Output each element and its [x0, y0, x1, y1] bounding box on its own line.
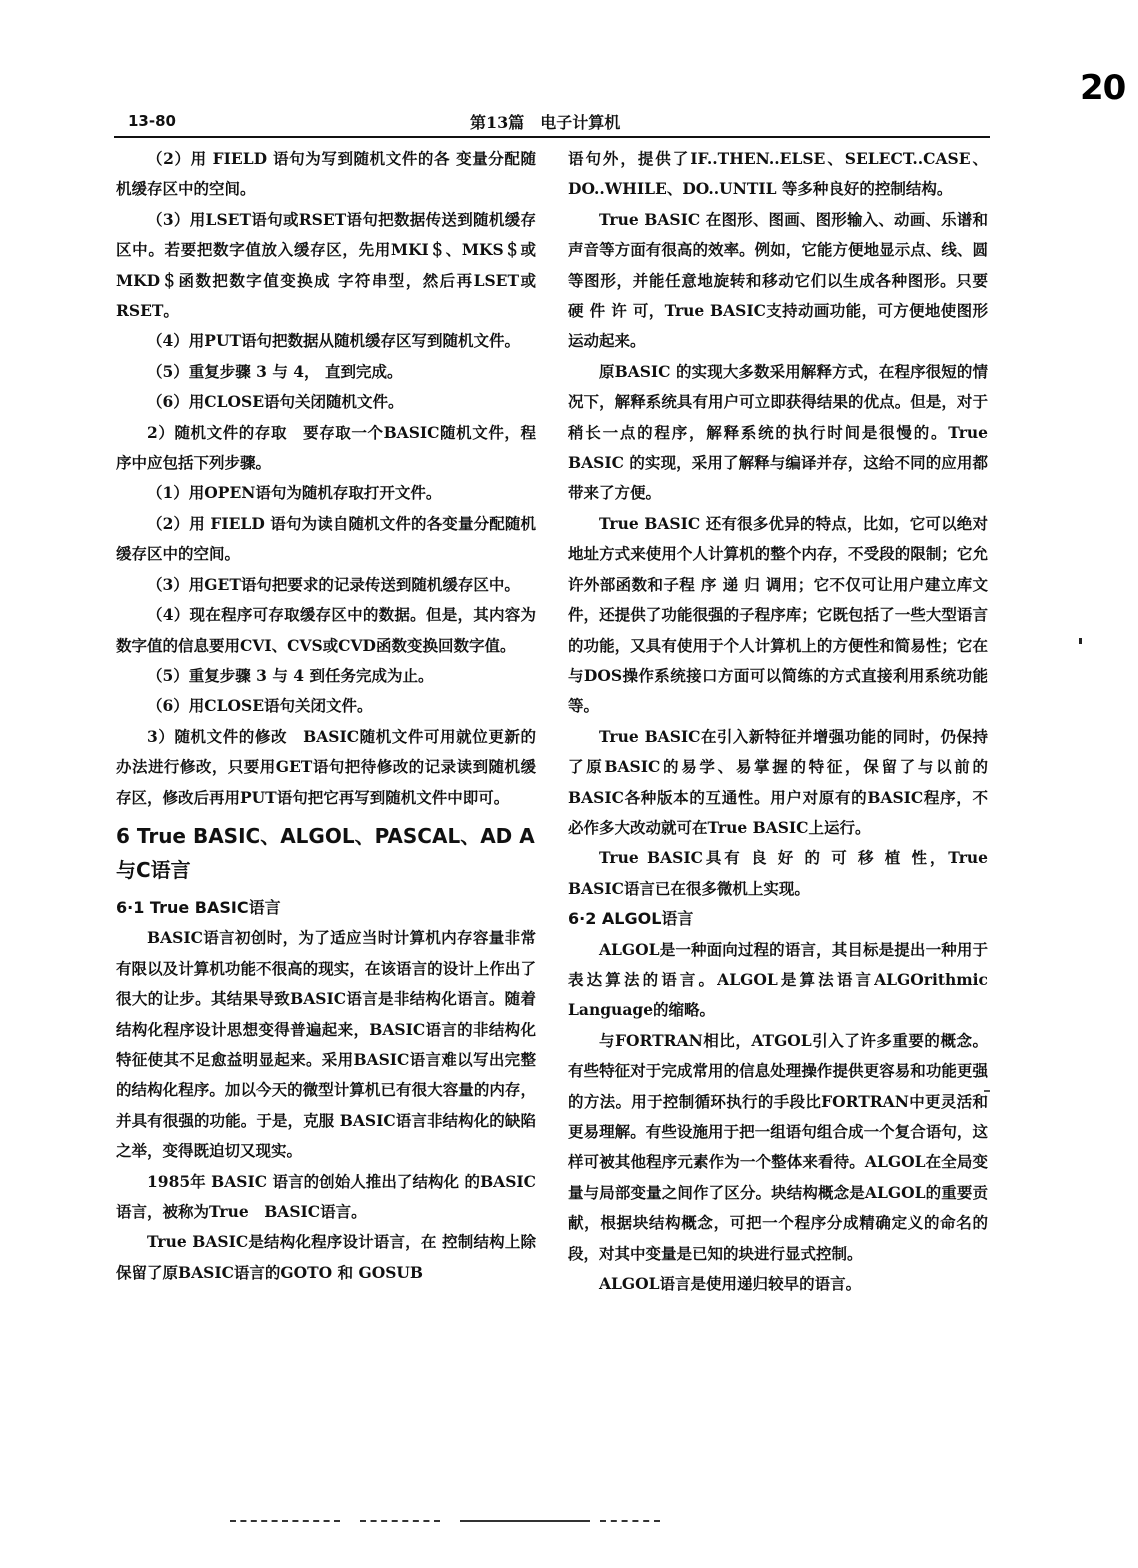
footer-dashes: [360, 1520, 440, 1522]
header-rule: [114, 136, 990, 138]
paragraph: （6）用CLOSE语句关闭随机文件。: [147, 392, 404, 412]
footer-rule-line: [460, 1520, 590, 1522]
left-column: [116, 144, 536, 1288]
footer-dashes: [230, 1520, 340, 1522]
scan-speck: [1079, 638, 1082, 644]
paragraph: True BASIC是结构化程序设计语言，在 控制结构上除保留了原BASIC语言的GOTO 和 GOSUB: [116, 1232, 536, 1282]
paragraph: ALGOL是一种面向过程的语言，其目标是提出一种用于表达算法的语言。ALGOL是算法语言ALGOrithmic Language的缩略。: [568, 939, 988, 1020]
paragraph-continued: 语句外，提供了IF..THEN..ELSE、SELECT..CASE、DO..WHILE、DO..UNTIL 等多种良好的控制结构。: [568, 149, 988, 199]
paragraph: （4）用PUT语句把数据从随机缓存区写到随机文件。: [147, 331, 520, 351]
paragraph: ALGOL语言是使用递归较早的语言。: [599, 1274, 862, 1294]
page-header: [118, 108, 990, 136]
paragraph: （3）用LSET语句或RSET语句把数据传送到随机缓存区中。若要把数字值放入缓存区，先用MKI＄、MKS＄或MKD＄函数把数字值变换成 字符串型，然后再LSET或RSET。: [116, 209, 536, 321]
paragraph: （5）重复步骤 3 与 4 到任务完成为止。: [147, 665, 434, 685]
paragraph: True BASIC具有 良 好 的 可 移 植 性，True BASIC语言已在很多微机上实现。: [568, 848, 988, 898]
paragraph: （6）用CLOSE语句关闭文件。: [147, 696, 373, 716]
paragraph: 2）随机文件的存取 要存取一个BASIC随机文件，程序中应包括下列步骤。: [116, 422, 536, 473]
paragraph: （3）用GET语句把要求的记录传送到随机缓存区中。: [147, 574, 520, 594]
corner-page-number: 20: [1080, 68, 1126, 108]
footer-dashes: [600, 1520, 660, 1522]
paragraph: True BASIC 在图形、图画、图形输入、动画、乐谱和声音等方面有很高的效率。例如，它能方便地显示点、线、圆等图形，并能任意地旋转和移动它们以生成各种图形。只要 硬 件 许 可，True BASIC支持动画功能，可方便地使图形运动起来。: [568, 209, 988, 351]
scan-speck: [984, 1090, 990, 1092]
paragraph: True BASIC在引入新特征并增强功能的同时，仍保持了原BASIC的易学、易掌握的特征，保留了与以前的BASIC各种版本的互通性。用户对原有的BASIC程序，不必作多大改动就可在True BASIC上运行。: [568, 726, 988, 837]
paragraph: True BASIC 还有很多优异的特点，比如，它可以绝对地址方式来使用个人计算机的整个内存，不受段的限制；它允许外部函数和子程 序 递 归 调用；它不仅可让用户建立库文件，还提供了功能很强的子程序库；它既包括了一些大型语言的功能，又具有使用于个人计算机上的方便性和简易性；它在与DOS操作系统接口方面可以简练的方式直接利用系统功能等。: [568, 513, 988, 716]
header-page-ref: 13-80: [128, 112, 176, 130]
paragraph: （4）现在程序可存取缓存区中的数据。但是，其内容为数字值的信息要用CVI、CVS或CVD函数变换回数字值。: [116, 605, 536, 655]
header-title: 第13篇 电子计算机: [470, 113, 621, 132]
subsection-title: 6·1 True BASIC语言: [116, 897, 281, 917]
paragraph: 与FORTRAN相比，ATGOL引入了许多重要的概念。有些特征对于完成常用的信息处理操作提供更容易和功能更强的方法。用于控制循环执行的手段比FORTRAN中更灵活和更易理解。有些设施用于把一组语句组合成一个复合语句，这样可被其他程序元素作为一个整体来看待。ALGOL在全局变量与局部变量之间作了区分。块结构概念是ALGOL的重要贡献，根据块结构概念，可把一个程序分成精确定义的命名的段，对其中变量是已知的块进行显式控制。: [568, 1030, 988, 1263]
paragraph: （2）用 FIELD 语句为写到随机文件的各 变量分配随机缓存区中的空间。: [116, 149, 536, 199]
paragraph: 3）随机文件的修改 BASIC随机文件可用就位更新的办法进行修改，只要用GET语句把待修改的记录读到随机缓存区，修改后再用PUT语句把它再写到随机文件中即可。: [116, 726, 536, 807]
section-title: 6 True BASIC、ALGOL、PASCAL、AD A与C语言: [116, 823, 535, 882]
paragraph: BASIC语言初创时，为了适应当时计算机内存容量非常有限以及计算机功能不很高的现实，在该语言的设计上作出了很大的让步。其结果导致BASIC语言是非结构化语言。随着结构化程序设计思想变得普遍起来，BASIC语言的非结构化特征使其不足愈益明显起来。采用BASIC语言难以写出完整的结构化程序。加以今天的微型计算机已有很大容量的内存，并具有很强的功能。于是，克服 BASIC语言非结构化的缺陷之举，变得既迫切又现实。: [116, 928, 536, 1161]
paragraph: （1）用OPEN语句为随机存取打开文件。: [147, 483, 442, 503]
paragraph: （5）重复步骤 3 与 4， 直到完成。: [147, 361, 403, 381]
paragraph: 1985年 BASIC 语言的创始人推出了结构化 的BASIC语言，被称为True BASIC语言。: [116, 1171, 536, 1221]
paragraph: 原BASIC 的实现大多数采用解释方式，在程序很短的情况下，解释系统具有用户可立即获得结果的优点。但是，对于稍长一点的程序，解释系统的执行时间是很慢的。True BASIC 的实现，采用了解释与编译并存，这给不同的应用都带来了方便。: [568, 361, 988, 503]
subsection-title: 6·2 ALGOL语言: [568, 909, 694, 929]
paragraph: （2）用 FIELD 语句为读自随机文件的各变量分配随机缓存区中的空间。: [116, 513, 536, 564]
right-column: [568, 144, 988, 1299]
